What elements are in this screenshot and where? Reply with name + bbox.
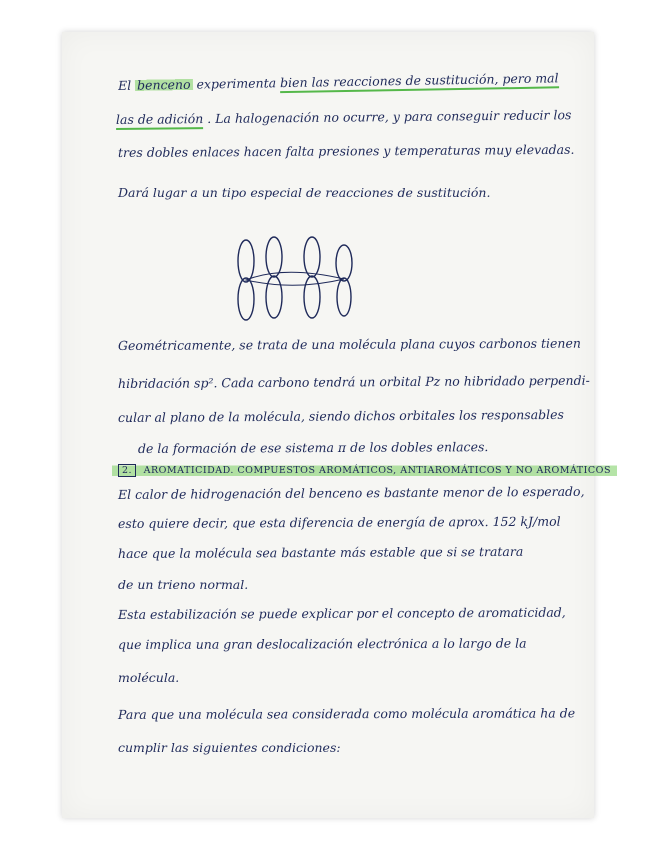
- underlined-text: las de adición: [116, 111, 203, 130]
- text-line: hace que la molécula sea bastante más estable que si se tratara: [117, 543, 524, 561]
- highlighted-word: benceno: [136, 76, 191, 93]
- text-line: esto quiere decir, que esta diferencia de energía de aprox. 152 kJ/mol: [117, 513, 561, 531]
- text-line: de un trieno normal.: [118, 577, 249, 592]
- section-title: AROMATICIDAD. COMPUESTOS AROMÁTICOS, ANTIAROMÁTICOS Y NO AROMÁTICOS: [143, 465, 611, 476]
- section-number: 2.: [118, 464, 136, 477]
- text-line: cumplir las siguientes condiciones:: [118, 740, 341, 755]
- text-line: de la formación de ese sistema π de los dobles enlaces.: [137, 439, 489, 456]
- orbital-lobe: [304, 276, 320, 318]
- text-line: Para que una molécula sea considerada como molécula aromática ha de: [117, 705, 576, 722]
- orbital-lobe: [238, 240, 254, 282]
- text-fragment: El: [117, 77, 132, 93]
- text-line: Dará lugar a un tipo especial de reacciones de sustitución.: [118, 185, 491, 200]
- text-line: cular al plano de la molécula, siendo dichos orbitales los responsables: [117, 406, 564, 425]
- text-line: Esta estabilización se puede explicar por el concepto de aromaticidad,: [117, 604, 566, 622]
- section-heading: [112, 465, 617, 476]
- text-fragment: . La halogenación no ocurre, y para conseguir reducir los: [207, 107, 572, 127]
- text-fragment: experimenta: [196, 75, 277, 92]
- text-line: molécula.: [118, 670, 180, 685]
- orbital-lobe: [266, 237, 282, 277]
- text-line: hibridación sp². Cada carbono tendrá un orbital Pz no hibridado perpendi-: [117, 372, 590, 391]
- orbital-lobe: [238, 278, 254, 320]
- ring-outline: [246, 272, 344, 285]
- underlined-text: bien las reacciones de sustitución, pero mal: [280, 70, 559, 93]
- text-line: tres dobles enlaces hacen falta presiones y temperaturas muy elevadas.: [117, 141, 575, 160]
- text-line: Geométricamente, se trata de una molécula plana cuyos carbonos tienen: [117, 335, 581, 353]
- orbital-lobe: [337, 278, 351, 316]
- orbital-lobe: [336, 245, 352, 281]
- text-line: El calor de hidrogenación del benceno es bastante menor de lo esperado,: [117, 483, 585, 502]
- orbital-lobe: [266, 276, 282, 318]
- text-line: que implica una gran deslocalización electrónica a lo largo de la: [117, 635, 527, 652]
- orbital-lobe: [304, 237, 320, 277]
- p-orbital-diagram: [224, 235, 364, 323]
